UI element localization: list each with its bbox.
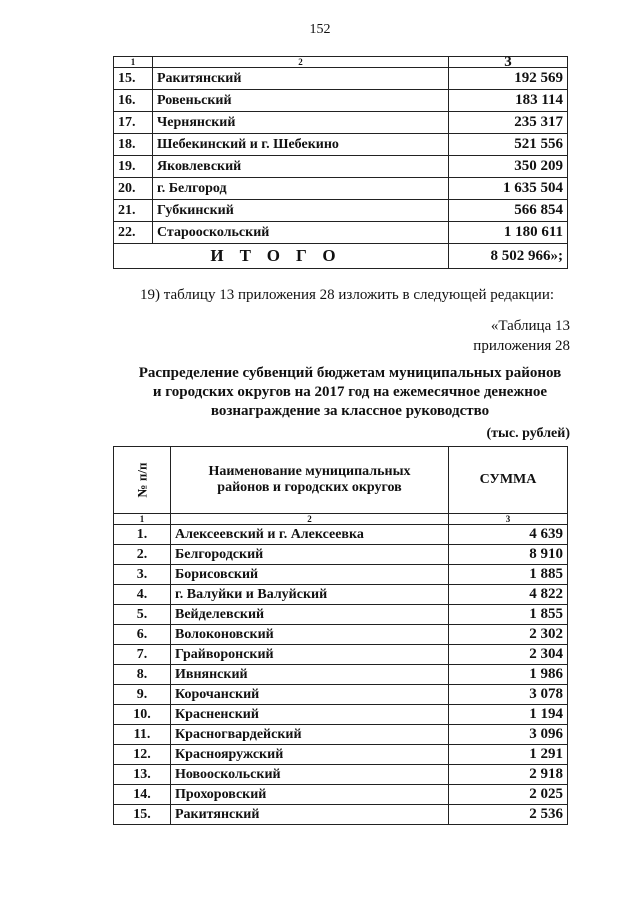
table-row: [114, 645, 568, 665]
column-number: 2: [153, 57, 449, 68]
row-sum: 350 209: [449, 156, 568, 178]
row-sum: 8 910: [449, 545, 568, 565]
row-sum: 1 986: [449, 665, 568, 685]
row-number: 10.: [114, 705, 171, 725]
table-row: [114, 625, 568, 645]
row-number: 18.: [114, 134, 153, 156]
allocation-table-continued: [113, 56, 568, 269]
row-number: 8.: [114, 665, 171, 685]
district-name: Алексеевский и г. Алексеевка: [171, 525, 449, 545]
district-name: Ракитянский: [153, 68, 449, 90]
district-name: Старооскольский: [153, 222, 449, 244]
row-sum: 1 291: [449, 745, 568, 765]
district-name: Борисовский: [171, 565, 449, 585]
table-row: [114, 605, 568, 625]
district-name: Краснояружский: [171, 745, 449, 765]
table-row: [114, 725, 568, 745]
table-row: [114, 765, 568, 785]
units-label: (тыс. рублей): [486, 426, 570, 441]
district-name: Корочанский: [171, 685, 449, 705]
row-number: 19.: [114, 156, 153, 178]
row-sum: 235 317: [449, 112, 568, 134]
row-number: 14.: [114, 785, 171, 805]
column-header-name: Наименование муниципальных районов и городских округов: [171, 447, 449, 514]
district-name: Ровеньский: [153, 90, 449, 112]
column-number: 3: [449, 57, 568, 68]
heading-line: и городских округов на 2017 год на ежемесячное денежное: [152, 384, 548, 400]
column-header-number: № п/п: [114, 447, 171, 514]
district-name: г. Белгород: [153, 178, 449, 200]
table-row: [114, 68, 568, 90]
row-number: 11.: [114, 725, 171, 745]
row-sum: 3 096: [449, 725, 568, 745]
row-sum: 2 918: [449, 765, 568, 785]
table-row: [114, 222, 568, 244]
table-row: [114, 805, 568, 825]
table-row: [114, 134, 568, 156]
district-name: г. Валуйки и Валуйский: [171, 585, 449, 605]
total-label: ИТОГО: [114, 244, 449, 269]
column-number: 3: [449, 514, 568, 525]
heading-line: Распределение субвенций бюджетам муниципальных районов: [138, 365, 562, 381]
row-number: 16.: [114, 90, 153, 112]
table-row: [114, 665, 568, 685]
total-value: 8 502 966»;: [449, 244, 568, 269]
column-number: 2: [171, 514, 449, 525]
row-sum: 2 302: [449, 625, 568, 645]
district-name: Волоконовский: [171, 625, 449, 645]
heading-line: вознаграждение за классное руководство: [210, 403, 490, 419]
table-reference-line: «Таблица 13: [490, 318, 570, 334]
row-sum: 2 025: [449, 785, 568, 805]
row-sum: 2 536: [449, 805, 568, 825]
district-name: Чернянский: [153, 112, 449, 134]
table-row: [114, 112, 568, 134]
row-number: 17.: [114, 112, 153, 134]
row-sum: 1 194: [449, 705, 568, 725]
row-number: 4.: [114, 585, 171, 605]
row-number: 1.: [114, 525, 171, 545]
column-number: 1: [114, 514, 171, 525]
district-name: Ивнянский: [171, 665, 449, 685]
table-heading: [100, 364, 600, 421]
table-row: [114, 705, 568, 725]
table-row: [114, 745, 568, 765]
row-sum: 4 639: [449, 525, 568, 545]
table-row: [114, 685, 568, 705]
row-sum: 1 635 504: [449, 178, 568, 200]
row-number: 22.: [114, 222, 153, 244]
table-row: [114, 200, 568, 222]
table-row: [114, 565, 568, 585]
table-row: [114, 545, 568, 565]
district-name: Ракитянский: [171, 805, 449, 825]
row-number: 15.: [114, 805, 171, 825]
table-row: [114, 525, 568, 545]
district-name: Вейделевский: [171, 605, 449, 625]
subvention-table: [113, 446, 568, 825]
district-name: Прохоровский: [171, 785, 449, 805]
table-reference: [473, 316, 570, 356]
table-column-numbers: [114, 57, 568, 68]
table-column-numbers: [114, 514, 568, 525]
district-name: Красногвардейский: [171, 725, 449, 745]
table-row: [114, 178, 568, 200]
row-number: 5.: [114, 605, 171, 625]
row-number: 6.: [114, 625, 171, 645]
table-row: [114, 90, 568, 112]
row-sum: 566 854: [449, 200, 568, 222]
table-header-row: [114, 447, 568, 514]
row-sum: 183 114: [449, 90, 568, 112]
row-sum: 521 556: [449, 134, 568, 156]
row-sum: 1 180 611: [449, 222, 568, 244]
row-number: 9.: [114, 685, 171, 705]
total-row: [114, 244, 568, 269]
row-sum: 2 304: [449, 645, 568, 665]
row-sum: 192 569: [449, 68, 568, 90]
table-row: [114, 156, 568, 178]
row-sum: 4 822: [449, 585, 568, 605]
table-row: [114, 785, 568, 805]
district-name: Яковлевский: [153, 156, 449, 178]
table-reference-line: приложения 28: [473, 338, 570, 354]
row-number: 20.: [114, 178, 153, 200]
district-name: Грайворонский: [171, 645, 449, 665]
district-name: Красненский: [171, 705, 449, 725]
amendment-paragraph: 19) таблицу 13 приложения 28 изложить в следующей редакции:: [140, 287, 555, 303]
row-number: 3.: [114, 565, 171, 585]
district-name: Шебекинский и г. Шебекино: [153, 134, 449, 156]
row-number: 7.: [114, 645, 171, 665]
column-number: 1: [114, 57, 153, 68]
row-number: 2.: [114, 545, 171, 565]
row-sum: 3 078: [449, 685, 568, 705]
column-header-sum: СУММА: [449, 447, 568, 514]
row-sum: 1 885: [449, 565, 568, 585]
district-name: Губкинский: [153, 200, 449, 222]
row-number: 15.: [114, 68, 153, 90]
district-name: Новооскольский: [171, 765, 449, 785]
row-number: 12.: [114, 745, 171, 765]
page-number: 152: [309, 22, 331, 37]
district-name: Белгородский: [171, 545, 449, 565]
table-row: [114, 585, 568, 605]
row-sum: 1 855: [449, 605, 568, 625]
row-number: 13.: [114, 765, 171, 785]
row-number: 21.: [114, 200, 153, 222]
